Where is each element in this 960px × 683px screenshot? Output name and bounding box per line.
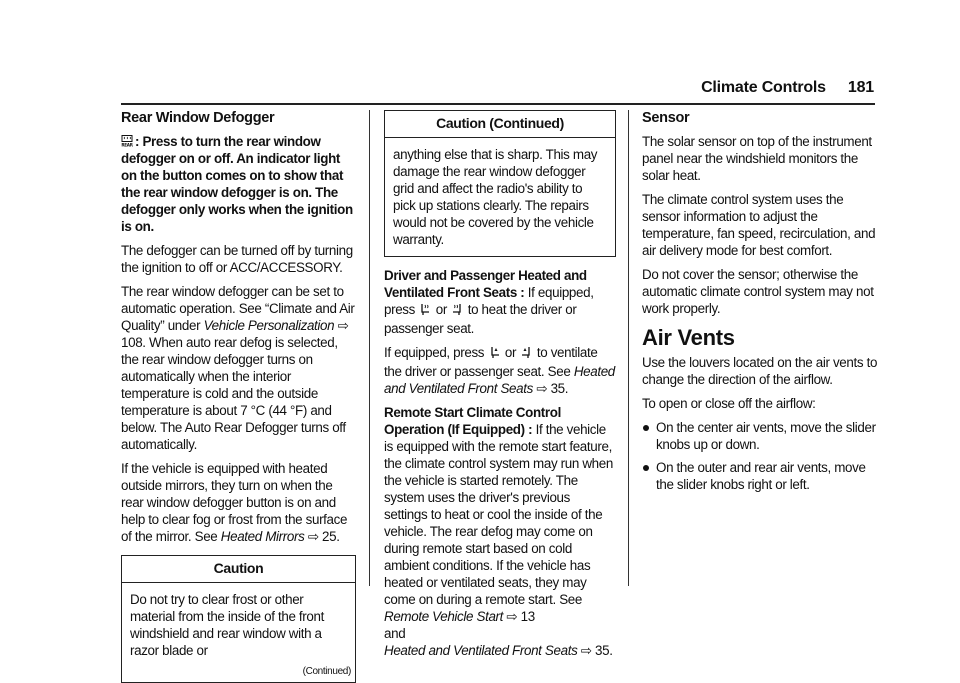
remote-start-paragraph — [384, 404, 616, 659]
sensor-heading: Sensor — [642, 110, 690, 126]
caution-title: Caution — [122, 556, 355, 583]
heated-seat-passenger-icon — [451, 303, 463, 320]
heated-seats-label: Driver and Passenger Heated and Ventilated Front Seats : — [384, 268, 587, 300]
or-text: or — [432, 302, 451, 317]
ventilated-seats-paragraph — [384, 344, 616, 397]
caution-continued-box — [384, 110, 616, 257]
caution-body: Do not try to clear frost or other material from the inside of the front windshield and rear window with a razor blade or — [130, 592, 324, 658]
page-number: 181 — [847, 79, 874, 96]
column-divider — [628, 110, 629, 586]
caution-box — [121, 555, 356, 683]
remote-vehicle-start-link[interactable]: Remote Vehicle Start — [384, 609, 504, 624]
air-vents-paragraph-1: Use the louvers located on the air vents to change the direction of the airflow. — [642, 355, 878, 387]
header-rule — [121, 103, 875, 105]
and-text: and — [384, 626, 406, 641]
ventilated-seat-driver-icon — [489, 346, 501, 363]
defogger-text: : Press to turn the rear window defogger on or off. An indicator light on the button comes on to show that the rear window defogger is on. The defogger only works when the ignition is on. — [121, 134, 353, 234]
caution-continued-body: anything else that is sharp. This may damage the rear window defogger grid and affect the radio's ability to pick up stations clearly. The repairs would not be covered by the vehicle warranty. — [393, 147, 598, 247]
list-item: On the center air vents, move the slider knobs up or down. — [642, 419, 878, 453]
column-divider — [369, 110, 370, 586]
mirrors-paragraph — [121, 460, 356, 545]
defogger-paragraph — [121, 133, 356, 235]
heated-mirrors-link[interactable]: Heated Mirrors — [220, 529, 305, 544]
continued-label: (Continued) — [302, 666, 351, 677]
heated-seat-driver-icon — [419, 303, 431, 320]
remote-start-label: Remote Start Climate Control Operation (If Equipped) : — [384, 405, 561, 437]
or-text: or — [501, 345, 520, 360]
vent-text: If equipped, press — [384, 345, 488, 360]
page-ref[interactable]: ⇨ 25. — [307, 529, 340, 544]
vehicle-personalization-link[interactable]: Vehicle Personalization — [203, 318, 335, 333]
sensor-paragraph-2: The climate control system uses the sensor information to adjust the temperature, fan speed, recirculation, and air delivery mode for best comfort. — [642, 192, 876, 258]
remote-start-text: If the vehicle is equipped with the remote start feature, the climate control system may run when the vehicle is started remotely. The system uses the driver's previous settings to heat or cool the inside of the vehicle. The rear defog may come on during remote start based on cold ambient conditions. If the vehicle has heated or ventilated seats, they may come on during a remote start. See — [384, 422, 613, 607]
sensor-paragraph-1: The solar sensor on top of the instrument panel near the windshield monitors the solar heat. — [642, 134, 872, 183]
page-header — [701, 79, 874, 97]
heated-seats-text-2: to heat the driver or passenger seat. — [384, 302, 577, 336]
page-ref[interactable]: ⇨ 108. — [121, 318, 349, 350]
mirrors-text: If the vehicle is equipped with heated outside mirrors, they turn on when the rear window defogger button is on and help to clear fog or frost from the surface of the mirror. See — [121, 461, 348, 544]
page-ref[interactable]: ⇨ 35. — [580, 643, 613, 658]
section-title: Climate Controls — [701, 79, 826, 96]
column-left — [121, 110, 356, 683]
rear-defogger-icon — [121, 134, 133, 146]
page-ref[interactable]: ⇨ 13 — [506, 609, 535, 624]
column-right — [642, 110, 878, 499]
auto-defog-text-2: When auto rear defog is selected, the rear window defogger turns on automatically when the interior temperature is cold and the outside temperature is about 7 °C (44 °F) and below. The Auto Rear Defogger turns off automatically. — [121, 335, 346, 452]
ventilated-seat-passenger-icon — [520, 346, 532, 363]
sensor-paragraph-3: Do not cover the sensor; otherwise the automatic climate control system may not work properly. — [642, 267, 874, 316]
defogger-off-paragraph: The defogger can be turned off by turning the ignition to off or ACC/ACCESSORY. — [121, 243, 353, 275]
air-vents-list — [642, 419, 878, 493]
heated-seats-text: If equipped, press — [384, 285, 594, 317]
page-ref[interactable]: ⇨ 35. — [536, 381, 569, 396]
list-item: On the outer and rear air vents, move the slider knobs right or left. — [642, 459, 878, 493]
heated-ventilated-seats-link[interactable]: Heated and Ventilated Front Seats — [384, 364, 615, 396]
vent-text-2: to ventilate the driver or passenger seat. See — [384, 345, 598, 379]
heated-seats-paragraph — [384, 267, 616, 337]
caution-continued-title: Caution (Continued) — [385, 111, 615, 138]
rear-defogger-heading: Rear Window Defogger — [121, 110, 275, 126]
auto-defog-paragraph — [121, 283, 356, 453]
column-middle — [384, 110, 616, 666]
air-vents-heading: Air Vents — [642, 325, 735, 350]
heated-ventilated-seats-link[interactable]: Heated and Ventilated Front Seats — [384, 643, 578, 658]
rear-defogger-icon-text: REAR — [121, 142, 133, 147]
auto-defog-text: The rear window defogger can be set to automatic operation. See “Climate and Air Quality” under — [121, 284, 355, 333]
air-vents-paragraph-2: To open or close off the airflow: — [642, 396, 816, 411]
